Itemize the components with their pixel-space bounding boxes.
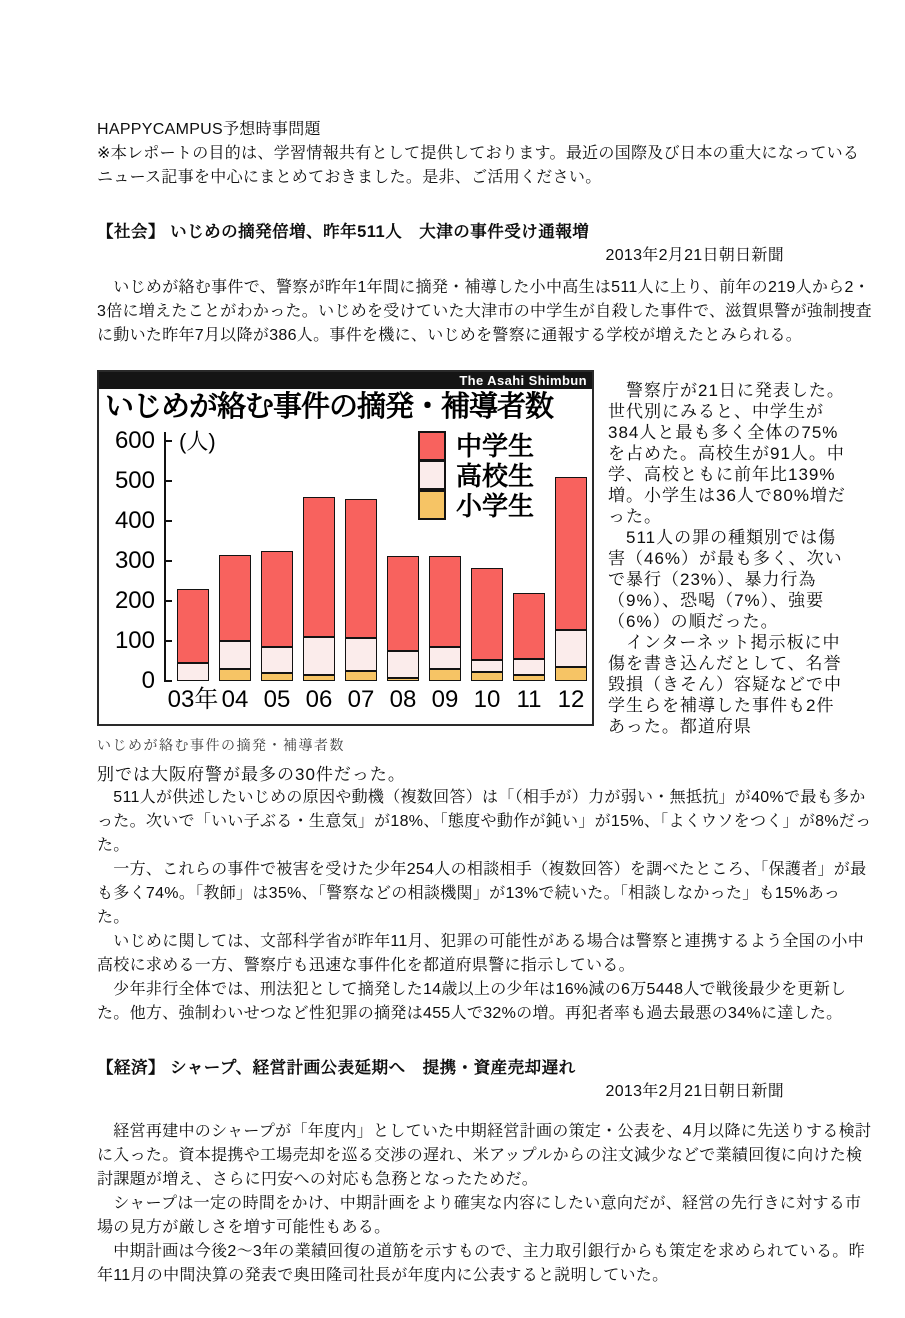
y-axis-tick-label: 500 bbox=[114, 467, 155, 494]
side-paragraph: インターネット掲示板に中傷を書き込んだとして、名誉毀損（きそん）容疑などで中学生らを補導した事件も2件あった。都道府県 bbox=[608, 633, 842, 736]
y-axis-unit-label: (人) bbox=[179, 429, 216, 454]
bar-segment-中学生 bbox=[471, 568, 503, 660]
body-paragraph: シャープは一定の時間をかけ、中期計画をより確実な内容にしたい意向だが、経営の先行きに対する市場の見方が厳しさを増す可能性もある。 bbox=[97, 1195, 862, 1236]
body-paragraph: 一方、これらの事件で被害を受けた少年254人の相談相手（複数回答）を調べたところ、「保護者」が最も多く74%。「教師」は35%、「警察などの相談機関」が13%で続いた。「相談しなかった」も15%あった。 bbox=[97, 861, 867, 926]
bar-segment-小学生 bbox=[387, 678, 419, 681]
bar-segment-高校生 bbox=[555, 630, 587, 667]
bar-segment-中学生 bbox=[219, 555, 251, 641]
bar-segment-小学生 bbox=[219, 669, 251, 681]
bar-segment-中学生 bbox=[513, 593, 545, 659]
legend-swatch-小学生 bbox=[418, 490, 446, 520]
article2-date: 2013年2月21日朝日新聞 bbox=[605, 1083, 784, 1100]
bar-segment-高校生 bbox=[387, 651, 419, 678]
legend-row bbox=[418, 461, 534, 491]
chart-figure-wrap bbox=[97, 370, 594, 755]
chart-source-bar bbox=[99, 372, 592, 389]
article1-lead-paragraph: いじめが絡む事件で、警察が昨年1年間に摘発・補導した小中高生は511人に上り、前年の219人から2・3倍に増えたことがわかった。いじめを受けていた大津市の中学生が自殺した事件で、滋賀県警が強制捜査に動いた昨年7月以降が386人。事件を機に、いじめを警察に通報する学校が増えたとみられる。 bbox=[97, 279, 872, 344]
legend-label: 高校生 bbox=[456, 461, 535, 491]
figure-row bbox=[97, 370, 872, 755]
chart-title: いじめが絡む事件の摘発・補導者数 bbox=[105, 391, 554, 423]
bar-chart-figure bbox=[97, 370, 594, 726]
bar-segment-中学生 bbox=[303, 497, 335, 637]
x-axis-label: 12 bbox=[557, 686, 585, 713]
body-paragraph: 中期計画は今後2〜3年の業績回復の道筋を示すもので、主力取引銀行からも策定を求められている。昨年11月の中間決算の発表で奥田隆司社長が年度内に公表すると説明していた。 bbox=[97, 1243, 865, 1284]
y-axis-tick-label: 400 bbox=[114, 507, 155, 534]
y-axis-tick-label: 0 bbox=[141, 667, 155, 694]
x-axis-label: 11 bbox=[516, 686, 542, 713]
bar-segment-中学生 bbox=[345, 499, 377, 638]
x-axis-label: 03年 bbox=[167, 686, 219, 713]
side-column bbox=[608, 370, 850, 737]
bar-segment-小学生 bbox=[303, 675, 335, 681]
side-paragraph: 警察庁が21日に発表した。世代別にみると、中学生が384人と最も多く全体の75%を占めた。高校生が91人。中学、高校ともに前年比139%増。小学生は36人で80%増だった。 bbox=[608, 381, 846, 526]
bar-segment-高校生 bbox=[345, 638, 377, 671]
article1-heading: 【社会】 いじめの摘発倍増、昨年511人 大津の事件受け通報増 bbox=[97, 223, 590, 241]
legend-swatch-中学生 bbox=[418, 431, 446, 461]
x-axis-label: 08 bbox=[389, 686, 417, 713]
x-axis-label: 10 bbox=[473, 686, 501, 713]
bar-segment-中学生 bbox=[429, 556, 461, 647]
bar-segment-中学生 bbox=[387, 556, 419, 651]
bar-segment-高校生 bbox=[219, 641, 251, 669]
disclaimer-text: ※本レポートの目的は、学習情報共有として提供しております。最近の国際及び日本の重大になっているニュース記事を中心にまとめておきました。是非、ご活用ください。 bbox=[97, 145, 860, 186]
legend-row bbox=[418, 491, 534, 521]
body-paragraph: 経営再建中のシャープが「年度内」としていた中期経営計画の策定・公表を、4月以降に先送りする検討に入った。資本提携や工場売却を巡る交渉の遅れ、米アップルからの注文減少などで業績回復に向けた検討課題が増え、さらに円安への対応も急務となったためだ。 bbox=[97, 1123, 872, 1188]
y-axis-line bbox=[164, 432, 166, 682]
article1-date: 2013年2月21日朝日新聞 bbox=[605, 247, 784, 264]
body-paragraph: いじめに関しては、文部科学省が昨年11月、犯罪の可能性がある場合は警察と連携するよう全国の小中高校に求める一方、警察庁も迅速な事件化を都道府県警に指示している。 bbox=[97, 933, 865, 974]
article1-body bbox=[97, 764, 872, 1026]
x-axis-label: 09 bbox=[431, 686, 459, 713]
x-axis-label: 07 bbox=[347, 686, 375, 713]
bar-segment-小学生 bbox=[555, 667, 587, 681]
y-axis-tick-label: 100 bbox=[114, 627, 155, 654]
bar-segment-中学生 bbox=[555, 477, 587, 630]
bar-segment-高校生 bbox=[471, 660, 503, 672]
chart-source-label: The Asahi Shimbun bbox=[459, 373, 587, 388]
y-axis-tick-label: 300 bbox=[114, 547, 155, 574]
chart-caption: いじめが絡む事件の摘発・補導者数 bbox=[97, 737, 345, 753]
bar-segment-高校生 bbox=[261, 647, 293, 673]
bar-segment-中学生 bbox=[177, 589, 209, 663]
bar-segment-小学生 bbox=[471, 672, 503, 681]
side-paragraph: 511人の罪の種類別では傷害（46%）が最も多く、次いで暴行（23%）、暴力行為（9%）、恐喝（7%）、強要（6%）の順だった。 bbox=[608, 528, 843, 631]
bar-segment-小学生 bbox=[345, 671, 377, 681]
bar-segment-高校生 bbox=[429, 647, 461, 669]
body-paragraph: 別では大阪府警が最多の30件だった。 bbox=[97, 765, 406, 784]
body-paragraph: 511人が供述したいじめの原因や動機（複数回答）は「（相手が）力が弱い・無抵抗」が40%で最も多かった。次いで「いい子ぶる・生意気」が18%、「態度や動作が鈍い」が15%、「よくウソをつく」が8%だった。 bbox=[97, 789, 872, 854]
page-title: HAPPYCAMPUS予想時事問題 bbox=[97, 121, 321, 138]
chart-legend bbox=[418, 431, 534, 521]
legend-swatch-高校生 bbox=[418, 460, 446, 490]
article2-heading: 【経済】 シャープ、経営計画公表延期へ 提携・資産売却遅れ bbox=[97, 1059, 576, 1077]
bar-segment-小学生 bbox=[513, 675, 545, 681]
x-axis-label: 06 bbox=[305, 686, 333, 713]
chart-plot-area bbox=[99, 424, 592, 724]
bar-segment-小学生 bbox=[429, 669, 461, 681]
body-paragraph: 少年非行全体では、刑法犯として摘発した14歳以上の少年は16%減の6万5448人で戦後最少を更新した。他方、強制わいせつなど性犯罪の摘発は455人で32%の増。再犯者率も過去最悪の34%に達した。 bbox=[97, 981, 847, 1022]
article2-body bbox=[97, 1120, 872, 1288]
bar-segment-高校生 bbox=[177, 663, 209, 681]
bar-segment-高校生 bbox=[513, 659, 545, 675]
y-axis-tick-label: 600 bbox=[114, 427, 155, 454]
bar-segment-中学生 bbox=[261, 551, 293, 647]
legend-label: 中学生 bbox=[456, 431, 535, 461]
x-axis-label: 05 bbox=[263, 686, 291, 713]
bar-segment-高校生 bbox=[303, 637, 335, 675]
x-axis-label: 04 bbox=[221, 686, 249, 713]
legend-label: 小学生 bbox=[456, 491, 535, 521]
legend-row bbox=[418, 431, 534, 461]
bar-segment-小学生 bbox=[261, 673, 293, 681]
y-axis-tick-label: 200 bbox=[114, 587, 155, 614]
